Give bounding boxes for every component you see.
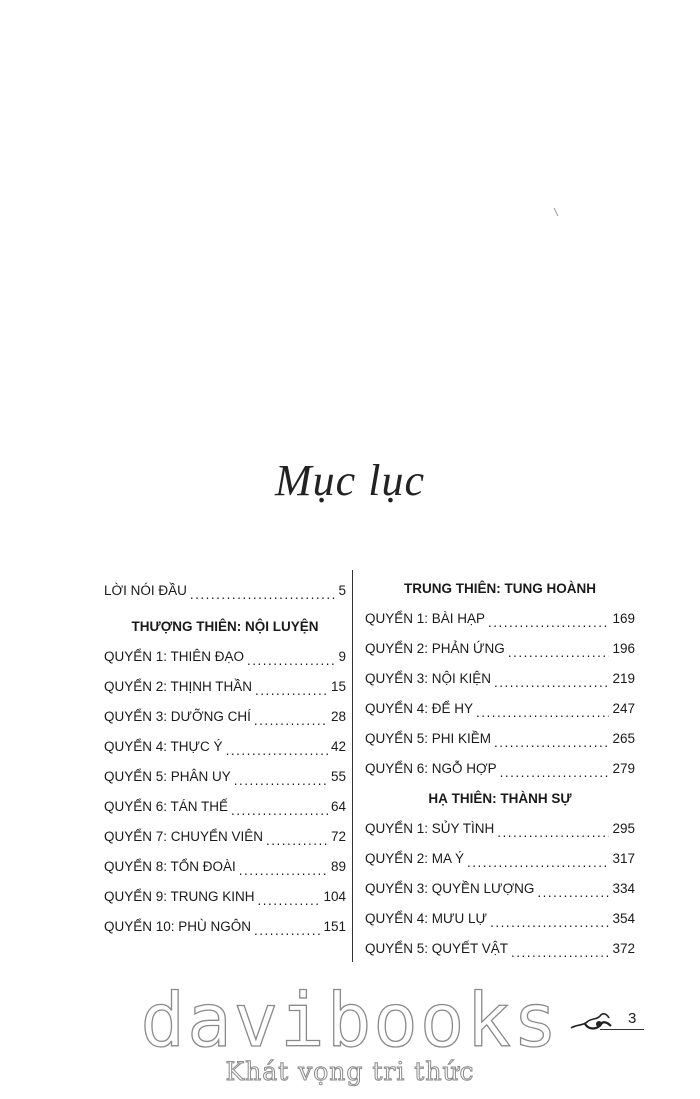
toc-entry-page: 89 <box>330 859 346 874</box>
section-heading-trung-thien: TRUNG THIÊN: TUNG HOÀNH <box>404 581 596 596</box>
toc-entry-label: QUYỂN 9: TRUNG KINH <box>104 889 255 904</box>
toc-entry-label: QUYỂN 4: THỰC Ý <box>104 739 223 754</box>
toc-entry[interactable] <box>365 604 635 634</box>
toc-entry[interactable] <box>104 852 346 882</box>
toc-entry[interactable] <box>365 724 635 754</box>
toc-entry[interactable] <box>365 754 635 784</box>
toc-entry[interactable] <box>365 934 635 964</box>
stray-ink-mark <box>553 207 559 217</box>
toc-entry-label: QUYỂN 3: QUYỀN LƯỢNG <box>365 881 535 896</box>
dot-leader <box>255 680 328 702</box>
toc-entry-label: QUYỂN 4: ĐỂ HY <box>365 701 474 716</box>
toc-entry-label: QUYỂN 5: PHÂN UY <box>104 769 231 784</box>
section-heading-thuong-thien: THƯỢNG THIÊN: NỘI LUYỆN <box>131 619 319 634</box>
section-heading-ha-thien: HẠ THIÊN: THÀNH SỰ <box>428 791 572 806</box>
toc-entry-label: QUYỂN 8: TỔN ĐOÀI <box>104 859 236 874</box>
dot-leader <box>254 920 320 942</box>
dot-leader <box>254 710 328 732</box>
dot-leader <box>258 890 321 912</box>
toc-right-column <box>365 574 635 964</box>
toc-entry-label: QUYỂN 5: QUYẾT VẬT <box>365 941 509 956</box>
toc-entry-page: 265 <box>612 731 635 746</box>
dot-leader <box>239 860 328 882</box>
toc-entry[interactable] <box>104 822 346 852</box>
watermark-brand: davibooks <box>140 978 560 1064</box>
toc-entry-label: LỜI NÓI ĐẦU <box>104 583 187 598</box>
toc-entry-page: 64 <box>330 799 346 814</box>
toc-entry[interactable] <box>365 874 635 904</box>
dot-leader <box>231 800 328 822</box>
dot-leader <box>247 650 335 672</box>
dot-leader <box>190 584 336 606</box>
dot-leader <box>490 912 609 934</box>
toc-entry-page: 169 <box>612 611 635 626</box>
toc-entry[interactable] <box>104 912 346 942</box>
toc-entry-label: QUYỂN 4: MƯU LỰ <box>365 911 488 926</box>
toc-entry[interactable] <box>104 672 346 702</box>
page-number: 3 <box>628 1010 637 1027</box>
toc-entry-label: QUYỂN 3: NỘI KIỆN <box>365 671 492 686</box>
toc-entry-label: QUYỂN 2: MA Ý <box>365 851 465 866</box>
toc-entry-label: QUYỂN 1: SỦY TÌNH <box>365 821 495 836</box>
toc-entry-label: QUYỂN 10: PHÙ NGÔN <box>104 919 252 934</box>
toc-title: Mục lục <box>275 456 425 505</box>
dot-leader <box>226 740 328 762</box>
toc-entry-label: QUYỂN 2: THỊNH THẦN <box>104 679 253 694</box>
dot-leader <box>266 830 328 852</box>
toc-entry-page: 354 <box>612 911 635 926</box>
toc-entry[interactable] <box>365 814 635 844</box>
toc-entry[interactable] <box>104 642 346 672</box>
dot-leader <box>494 672 609 694</box>
toc-entry[interactable] <box>365 844 635 874</box>
toc-entry-page: 28 <box>330 709 346 724</box>
toc-entry-label: QUYỂN 1: THIÊN ĐẠO <box>104 649 245 664</box>
toc-entry-page: 55 <box>330 769 346 784</box>
toc-entry-page: 247 <box>612 701 635 716</box>
toc-entry-page: 334 <box>612 881 635 896</box>
toc-entry-page: 317 <box>612 851 635 866</box>
watermark-tagline: Khát vọng tri thức <box>225 1057 475 1086</box>
toc-entry-label: QUYỂN 3: DƯỠNG CHÍ <box>104 709 251 724</box>
dot-leader <box>500 762 610 784</box>
toc-entry[interactable] <box>365 904 635 934</box>
dot-leader <box>467 852 609 874</box>
dot-leader <box>537 882 609 904</box>
dot-leader <box>488 612 609 634</box>
toc-entry-intro[interactable] <box>104 576 346 606</box>
toc-entry[interactable] <box>365 634 635 664</box>
toc-entry[interactable] <box>104 762 346 792</box>
toc-entry[interactable] <box>104 702 346 732</box>
dot-leader <box>508 642 610 664</box>
toc-entry-label: QUYỂN 5: PHI KIỀM <box>365 731 492 746</box>
dot-leader <box>494 732 609 754</box>
toc-entry[interactable] <box>104 792 346 822</box>
toc-entry-label: QUYỂN 6: NGỖ HỢP <box>365 761 497 776</box>
toc-entry[interactable] <box>104 732 346 762</box>
toc-entry-page: 219 <box>612 671 635 686</box>
toc-entry[interactable] <box>104 882 346 912</box>
toc-left-column <box>104 576 346 942</box>
toc-entry-page: 15 <box>330 679 346 694</box>
toc-entry-page: 151 <box>323 919 346 934</box>
toc-entry-label: QUYỂN 2: PHẢN ỨNG <box>365 641 505 656</box>
page-number-rule <box>600 1029 644 1030</box>
toc-entry-page: 372 <box>612 941 635 956</box>
toc-entry-page: 42 <box>330 739 346 754</box>
toc-entry-label: QUYỂN 1: BÀI HẠP <box>365 611 486 626</box>
toc-entry-page: 279 <box>612 761 635 776</box>
toc-entry-page: 196 <box>612 641 635 656</box>
toc-entry[interactable] <box>365 694 635 724</box>
column-divider <box>352 570 353 962</box>
toc-entry-page: 104 <box>323 889 346 904</box>
toc-entry[interactable] <box>365 664 635 694</box>
toc-entry-page: 9 <box>338 649 346 664</box>
dot-leader <box>497 822 609 844</box>
toc-entry-page: 295 <box>612 821 635 836</box>
toc-entry-page: 72 <box>330 829 346 844</box>
toc-entry-page: 5 <box>338 583 346 598</box>
dot-leader <box>234 770 328 792</box>
toc-entry-label: QUYỂN 7: CHUYỂN VIÊN <box>104 829 264 844</box>
dot-leader <box>476 702 609 724</box>
toc-entry-label: QUYỂN 6: TÁN THẾ <box>104 799 229 814</box>
dot-leader <box>511 942 609 964</box>
